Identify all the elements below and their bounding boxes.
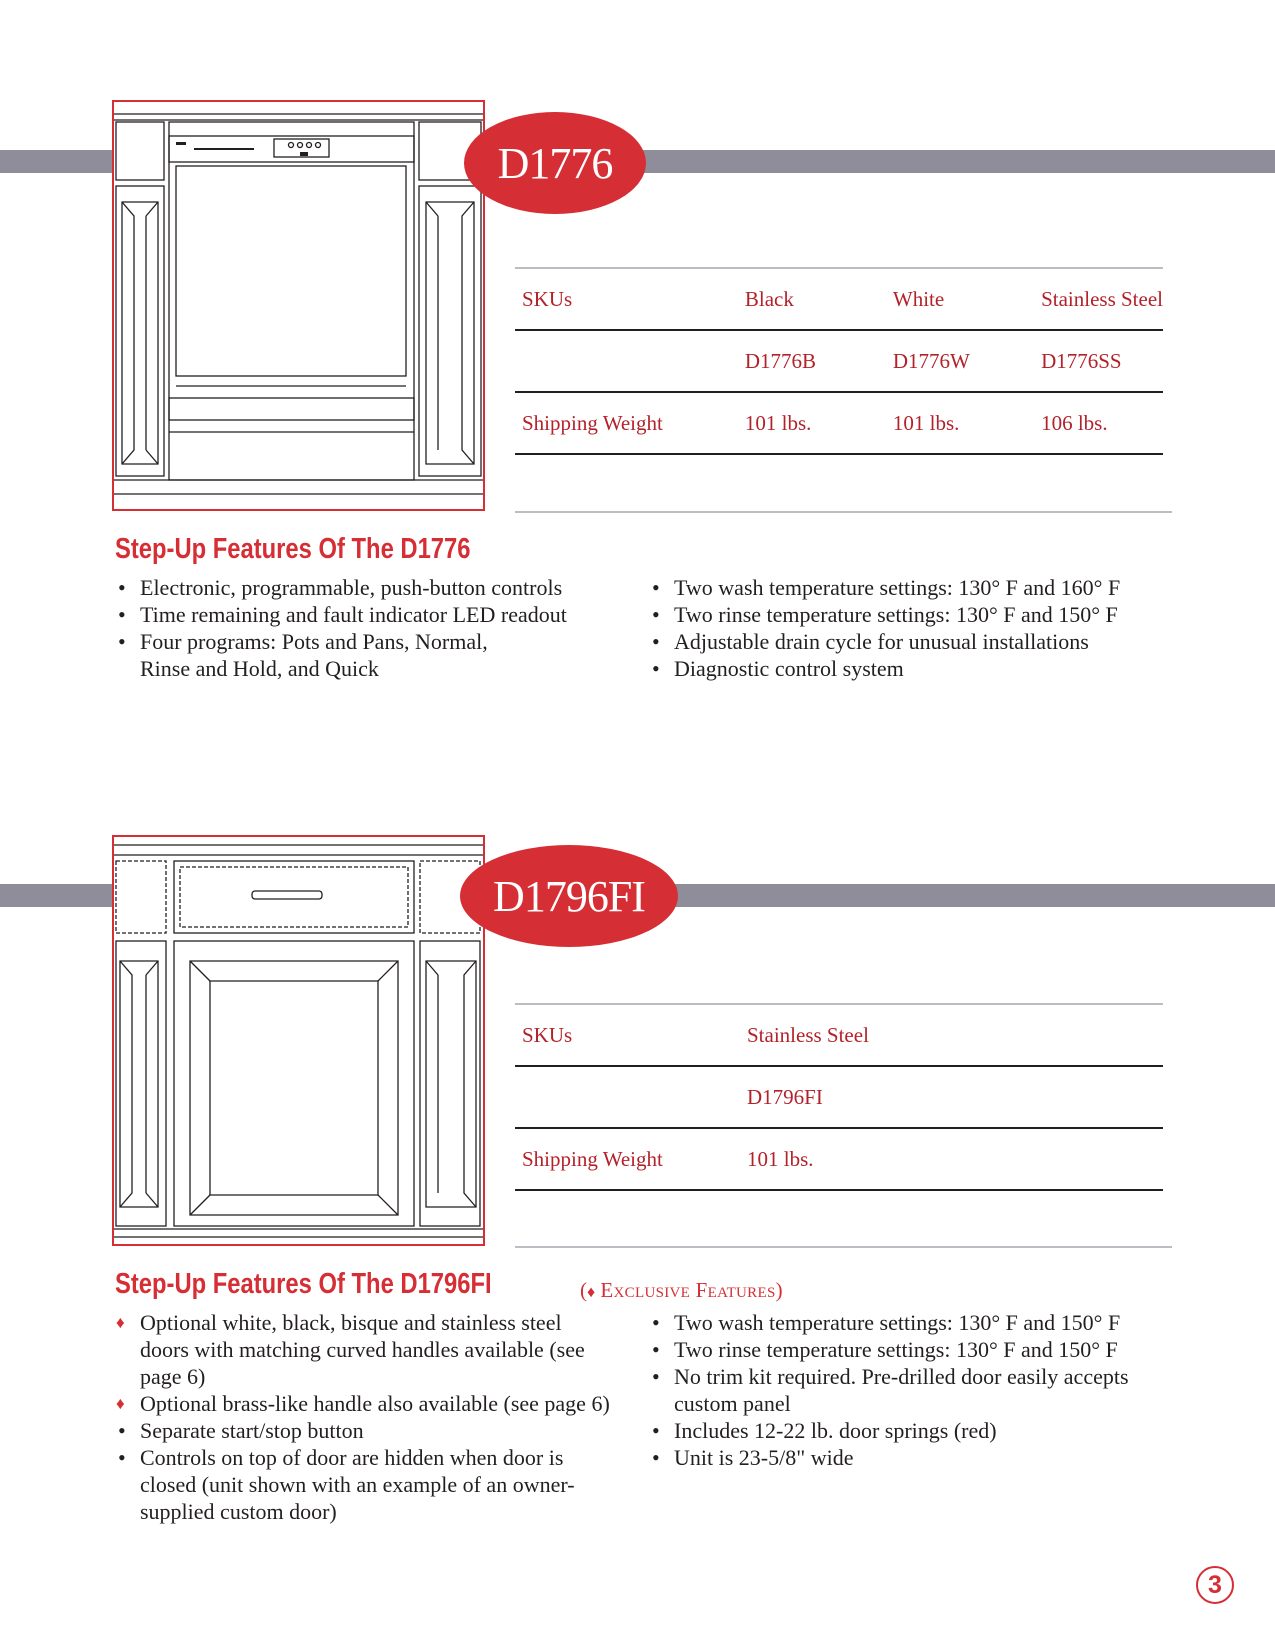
table-row bbox=[515, 1004, 1163, 1066]
table-cell: Stainless Steel bbox=[740, 1004, 1163, 1066]
list-item: • Two wash temperature settings: 130° F and 160° F bbox=[650, 574, 1170, 601]
list-item: ♦ Optional brass-like handle also available (see page 6) bbox=[116, 1390, 616, 1417]
section-heading: Step-Up Features Of The D1776 bbox=[115, 533, 471, 565]
page-number: 3 bbox=[1196, 1566, 1234, 1604]
list-item: • Adjustable drain cycle for unusual installations bbox=[650, 628, 1170, 655]
list-item: • Separate start/stop button bbox=[116, 1417, 616, 1444]
list-item: • Four programs: Pots and Pans, Normal, Rinse and Hold, and Quick bbox=[116, 628, 490, 682]
divider bbox=[515, 511, 1172, 513]
table-cell: Shipping Weight bbox=[515, 392, 738, 454]
diamond-icon: ♦ bbox=[587, 1284, 596, 1301]
section-heading: Step-Up Features Of The D1796FI bbox=[115, 1268, 492, 1300]
list-item: • Two rinse temperature settings: 130° F and 150° F bbox=[650, 1336, 1150, 1363]
note-label: Exclusive Features bbox=[600, 1278, 776, 1302]
list-item: • Diagnostic control system bbox=[650, 655, 1170, 682]
table-cell bbox=[515, 330, 738, 392]
dishwasher-illustration bbox=[112, 100, 485, 511]
table-cell: 106 lbs. bbox=[1034, 392, 1163, 454]
feature-list-left bbox=[116, 1309, 616, 1525]
note-close: ) bbox=[775, 1278, 783, 1302]
list-item: • Electronic, programmable, push-button controls bbox=[116, 574, 606, 601]
spec-table bbox=[515, 267, 1163, 455]
table-row bbox=[515, 1128, 1163, 1190]
list-item: • Two rinse temperature settings: 130° F and 150° F bbox=[650, 601, 1170, 628]
dishwasher-illustration bbox=[112, 835, 485, 1246]
note-open: ( bbox=[580, 1278, 587, 1302]
table-cell: D1796FI bbox=[740, 1066, 1163, 1128]
table-cell: Shipping Weight bbox=[515, 1128, 740, 1190]
table-cell: SKUs bbox=[515, 268, 738, 330]
model-badge bbox=[460, 845, 678, 947]
table-row bbox=[515, 392, 1163, 454]
model-name: D1796FI bbox=[493, 871, 645, 921]
table-cell: White bbox=[886, 268, 1034, 330]
table-cell: 101 lbs. bbox=[740, 1128, 1163, 1190]
table-cell: SKUs bbox=[515, 1004, 740, 1066]
divider bbox=[515, 1246, 1172, 1248]
model-name: D1776 bbox=[497, 138, 613, 188]
table-cell: Black bbox=[738, 268, 886, 330]
model-badge bbox=[464, 112, 646, 214]
feature-list-left bbox=[116, 574, 606, 682]
table-cell: D1776B bbox=[738, 330, 886, 392]
list-item: • Unit is 23-5/8" wide bbox=[650, 1444, 1150, 1471]
list-item: • Time remaining and fault indicator LED readout bbox=[116, 601, 606, 628]
table-cell: Stainless Steel bbox=[1034, 268, 1163, 330]
table-cell: 101 lbs. bbox=[738, 392, 886, 454]
feature-list-right bbox=[650, 574, 1170, 682]
list-item: • Includes 12-22 lb. door springs (red) bbox=[650, 1417, 1150, 1444]
table-cell: D1776W bbox=[886, 330, 1034, 392]
table-cell bbox=[515, 1066, 740, 1128]
table-row bbox=[515, 268, 1163, 330]
table-cell: D1776SS bbox=[1034, 330, 1163, 392]
table-row bbox=[515, 330, 1163, 392]
list-item: ♦ Optional white, black, bisque and stainless steel doors with matching curved handles available (see page 6) bbox=[116, 1309, 610, 1390]
feature-list-right bbox=[650, 1309, 1150, 1471]
list-item: • Two wash temperature settings: 130° F and 150° F bbox=[650, 1309, 1150, 1336]
list-item: • Controls on top of door are hidden when door is closed (unit shown with an example of an owner-supplied custom door) bbox=[116, 1444, 590, 1525]
exclusive-features-note bbox=[580, 1278, 783, 1303]
table-cell: 101 lbs. bbox=[886, 392, 1034, 454]
spec-table bbox=[515, 1003, 1163, 1191]
table-row bbox=[515, 1066, 1163, 1128]
list-item: • No trim kit required. Pre-drilled door easily accepts custom panel bbox=[650, 1363, 1144, 1417]
